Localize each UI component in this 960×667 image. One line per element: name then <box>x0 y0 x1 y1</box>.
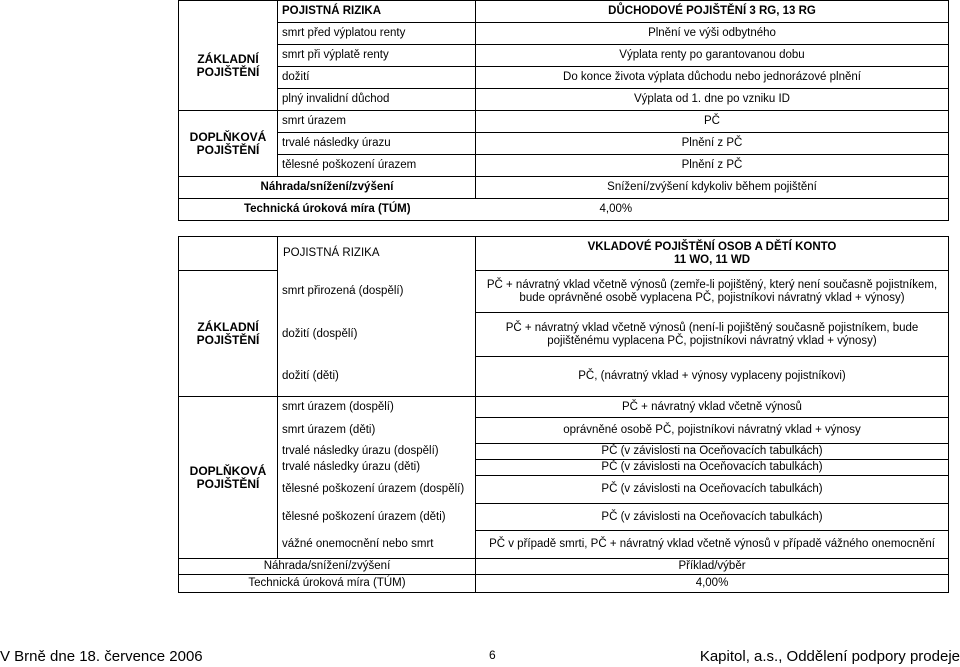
t2-risk: smrt úrazem (dospělí) <box>278 397 476 418</box>
t2-header-risk: POJISTNÁ RIZIKA <box>278 237 476 271</box>
t1-risk: dožití <box>278 67 476 89</box>
t2-nahrada-label: Náhrada/snížení/zvýšení <box>179 559 476 575</box>
t2-risk: trvalé následky úrazu (dospělí) <box>278 444 476 460</box>
t1-doplnkove-label: DOPLŇKOVÁ POJIŠTĚNÍ <box>179 111 278 177</box>
t2-value: PČ (v závislosti na Oceňovacích tabulkách) <box>476 476 949 504</box>
table-vkladove-pojisteni <box>178 236 949 593</box>
t2-value: PČ + návratný vklad včetně výnosů (není-li pojištěný současně pojistníkem, bude pojištěnému vyplacena PČ, pojistníkovi návratný vklad + výnosy) <box>476 313 949 357</box>
t1-tum-label: Technická úroková míra (TÚM) <box>179 199 476 221</box>
footer-date: V Brně dne 18. července 2006 <box>0 648 203 665</box>
t1-risk: smrt úrazem <box>278 111 476 133</box>
t1-value: Plnění z PČ <box>476 155 949 177</box>
t2-value: PČ, (návratný vklad + výnosy vyplaceny pojistníkovi) <box>476 357 949 397</box>
t2-risk: vážné onemocnění nebo smrt <box>278 531 476 559</box>
t2-risk: dožití (děti) <box>278 357 476 397</box>
t2-risk: smrt úrazem (děti) <box>278 418 476 444</box>
t2-value: PČ (v závislosti na Oceňovacích tabulkách) <box>476 444 949 460</box>
t1-nahrada-label: Náhrada/snížení/zvýšení <box>179 177 476 199</box>
t2-doplnkove-label: DOPLŇKOVÁ POJIŠTĚNÍ <box>179 397 278 559</box>
t2-risk: tělesné poškození úrazem (děti) <box>278 504 476 531</box>
t1-header-product: DŮCHODOVÉ POJIŠTĚNÍ 3 RG, 13 RG <box>476 1 949 23</box>
t2-zakladni-label: ZÁKLADNÍ POJIŠTĚNÍ <box>179 271 278 397</box>
t2-value: oprávněné osobě PČ, pojistníkovi návratný vklad + výnosy <box>476 418 949 444</box>
t2-tum-label: Technická úroková míra (TÚM) <box>179 575 476 593</box>
t2-header-product <box>476 237 949 271</box>
t1-value: Plnění z PČ <box>476 133 949 155</box>
t2-nahrada-value: Příklad/výběr <box>476 559 949 575</box>
t2-risk: dožití (dospělí) <box>278 313 476 357</box>
t2-tum-value: 4,00% <box>476 575 949 593</box>
t1-value: Do konce života výplata důchodu nebo jednorázové plnění <box>476 67 949 89</box>
t2-value: PČ + návratný vklad včetně výnosů (zemře-li pojištěný, který není současně pojistníkem, bude oprávněné osobě vyplacena PČ, pojistníkovi návratný vklad + výnosy) <box>476 271 949 313</box>
t1-tum-value: 4,00% <box>476 199 949 221</box>
t2-value: PČ (v závislosti na Oceňovacích tabulkách) <box>476 460 949 476</box>
t1-risk: smrt před výplatou renty <box>278 23 476 45</box>
t2-risk: trvalé následky úrazu (děti) <box>278 460 476 476</box>
t1-risk: plný invalidní důchod <box>278 89 476 111</box>
t2-value: PČ v případě smrti, PČ + návratný vklad včetně výnosů v případě vážného onemocnění <box>476 531 949 559</box>
t1-header-risk: POJISTNÁ RIZIKA <box>278 1 476 23</box>
t1-risk: smrt při výplatě renty <box>278 45 476 67</box>
t1-value: Výplata od 1. dne po vzniku ID <box>476 89 949 111</box>
t2-header-product-line1: VKLADOVÉ POJIŠTĚNÍ OSOB A DĚTÍ KONTO <box>587 240 837 253</box>
t1-value: Výplata renty po garantovanou dobu <box>476 45 949 67</box>
t1-value: PČ <box>476 111 949 133</box>
t1-zakladni-label: ZÁKLADNÍ POJIŠTĚNÍ <box>179 23 278 111</box>
table-duchodove-pojisteni <box>178 0 949 221</box>
t1-risk: tělesné poškození úrazem <box>278 155 476 177</box>
t2-value: PČ (v závislosti na Oceňovacích tabulkách) <box>476 504 949 531</box>
t2-risk: tělesné poškození úrazem (dospělí) <box>278 476 476 504</box>
t2-risk: smrt přirozená (dospělí) <box>278 271 476 313</box>
t1-risk: trvalé následky úrazu <box>278 133 476 155</box>
t1-value: Plnění ve výši odbytného <box>476 23 949 45</box>
t1-nahrada-value: Snížení/zvýšení kdykoliv během pojištění <box>476 177 949 199</box>
footer-page-number: 6 <box>489 648 496 662</box>
footer-company: Kapitol, a.s., Oddělení podpory prodeje <box>699 648 960 665</box>
t2-value: PČ + návratný vklad včetně výnosů <box>476 397 949 418</box>
t2-header-product-line2: 11 WO, 11 WD <box>673 253 751 266</box>
